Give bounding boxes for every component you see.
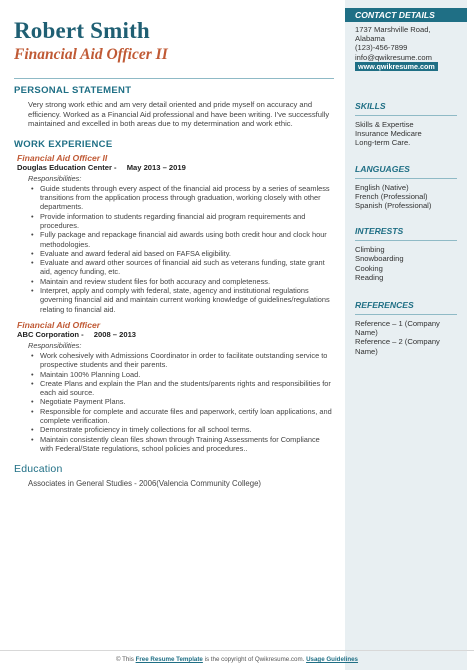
experience-heading: WORK EXPERIENCE (14, 138, 113, 150)
header-divider (14, 78, 334, 79)
interests-heading: INTERESTS (355, 226, 404, 237)
contact-section (345, 6, 467, 71)
job-entry-2 (14, 320, 334, 453)
list-item: • Evaluate and award federal aid based on FAFSA eligibility. (40, 249, 334, 258)
main-column (14, 18, 334, 488)
job-entry-1 (14, 153, 334, 314)
responsibilities-list (14, 184, 334, 314)
list-item: • Guide students through every aspect of the financial aid process by a series of seamless transitions from the application process through graduation, working closely with other departments. (40, 184, 334, 212)
contact-website-row (345, 62, 467, 71)
job-title: Financial Aid Officer (17, 319, 101, 330)
reference-item: Reference – 1 (Company Name) (355, 319, 440, 338)
skills-section (345, 97, 467, 148)
list-item: • Create Plans and explain the Plan and the students/parents rights and responsibilities for each aid source. (40, 379, 334, 398)
job-dates: May 2013 – 2019 (126, 162, 186, 172)
free-resume-template-link[interactable]: Free Resume Template (135, 656, 203, 663)
skill-item: Long-term Care. (355, 138, 411, 148)
references-divider (355, 314, 457, 315)
list-item: • Maintain 100% Planning Load. (40, 370, 334, 379)
responsibilities-list (14, 351, 334, 453)
education-entry: Associates in General Studies - 2006(Valencia Community College) (28, 479, 262, 489)
education-heading: Education (14, 463, 63, 476)
contact-heading: CONTACT DETAILS (345, 8, 467, 22)
responsibilities-label: Responsibilities: (28, 173, 82, 183)
job-company: ABC Corporation - (17, 329, 84, 339)
contact-phone: (123)-456-7899 (355, 43, 408, 53)
usage-guidelines-link[interactable]: Usage Guidelines (306, 656, 359, 663)
list-item: • Demonstrate proficiency in timely collections for all school terms. (40, 425, 334, 434)
candidate-title: Financial Aid Officer II (14, 46, 168, 63)
skills-heading: SKILLS (355, 101, 386, 112)
skill-item: Insurance Medicare (355, 129, 422, 139)
contact-address-2: Alabama (355, 34, 385, 44)
footer (0, 656, 474, 663)
reference-item: Reference – 2 (Company Name) (355, 337, 440, 356)
language-item: Spanish (Professional) (355, 201, 432, 211)
candidate-name: Robert Smith (14, 18, 150, 43)
languages-heading: LANGUAGES (355, 163, 410, 174)
list-item: • Maintain and review student files for both accuracy and completeness. (40, 277, 334, 286)
skills-divider (355, 115, 457, 116)
footer-prefix: © This (115, 656, 134, 663)
footer-divider (0, 650, 474, 651)
job-company-line (14, 330, 334, 339)
interest-item: Cooking (355, 263, 383, 273)
list-item: • Negotiate Payment Plans. (40, 397, 334, 406)
sidebar (345, 0, 467, 670)
job-company-line (14, 163, 334, 172)
responsibilities-label: Responsibilities: (28, 340, 82, 350)
list-item: • Responsible for complete and accurate files and paperwork, certify loan applications, and complete verification. (40, 407, 334, 426)
language-item: French (Professional) (355, 191, 428, 201)
list-item: • Fully package and repackage financial aid awards using both credit hour and clock hour methodologies. (40, 230, 334, 249)
contact-email[interactable]: info@qwikresume.com (355, 52, 432, 62)
interest-item: Climbing (355, 245, 385, 255)
languages-section (345, 160, 467, 211)
list-item: • Evaluate and award other sources of financial aid such as veterans funding, state grant aid, agency funding, etc. (40, 258, 334, 277)
references-section (345, 296, 467, 356)
interests-divider (355, 240, 457, 241)
statement-text: Very strong work ethic and am very detail oriented and pride myself on accuracy and efficiency. Worked as a Financial Aid professional and have been writing. I've successfully maintained and excelled in both areas due to my determination and work ethic. (28, 100, 330, 129)
list-item: • Interpret, apply and comply with federal, state, agency and institutional regulations governing financial aid and maintain current working knowledge of guidelines/regulations relating to financial aid. (40, 286, 334, 314)
interests-section (345, 222, 467, 282)
references-heading: REFERENCES (355, 300, 414, 311)
job-company: Douglas Education Center - (17, 162, 117, 172)
languages-divider (355, 178, 457, 179)
skill-item: Skills & Expertise (355, 120, 414, 130)
contact-address-1: 1737 Marshville Road, (355, 25, 431, 34)
language-item: English (Native) (355, 182, 409, 192)
list-item: • Provide information to students regarding financial aid program requirements and procedures. (40, 212, 334, 231)
list-item: • Work cohesively with Admissions Coordinator in order to facilitate outstanding service to prospective students and their parents. (40, 351, 334, 370)
job-title: Financial Aid Officer II (17, 152, 108, 163)
statement-heading: PERSONAL STATEMENT (14, 85, 132, 96)
interest-item: Reading (355, 272, 384, 282)
list-item: • Maintain consistently clean files shown through Training Assessments for Compliance with Federal/State regulations, school policies and procedures.. (40, 435, 334, 454)
job-dates: 2008 – 2013 (93, 329, 137, 339)
interest-item: Snowboarding (355, 254, 404, 264)
contact-website[interactable]: www.qwikresume.com (355, 62, 438, 71)
footer-middle: is the copyright of Qwikresume.com. (204, 656, 305, 663)
